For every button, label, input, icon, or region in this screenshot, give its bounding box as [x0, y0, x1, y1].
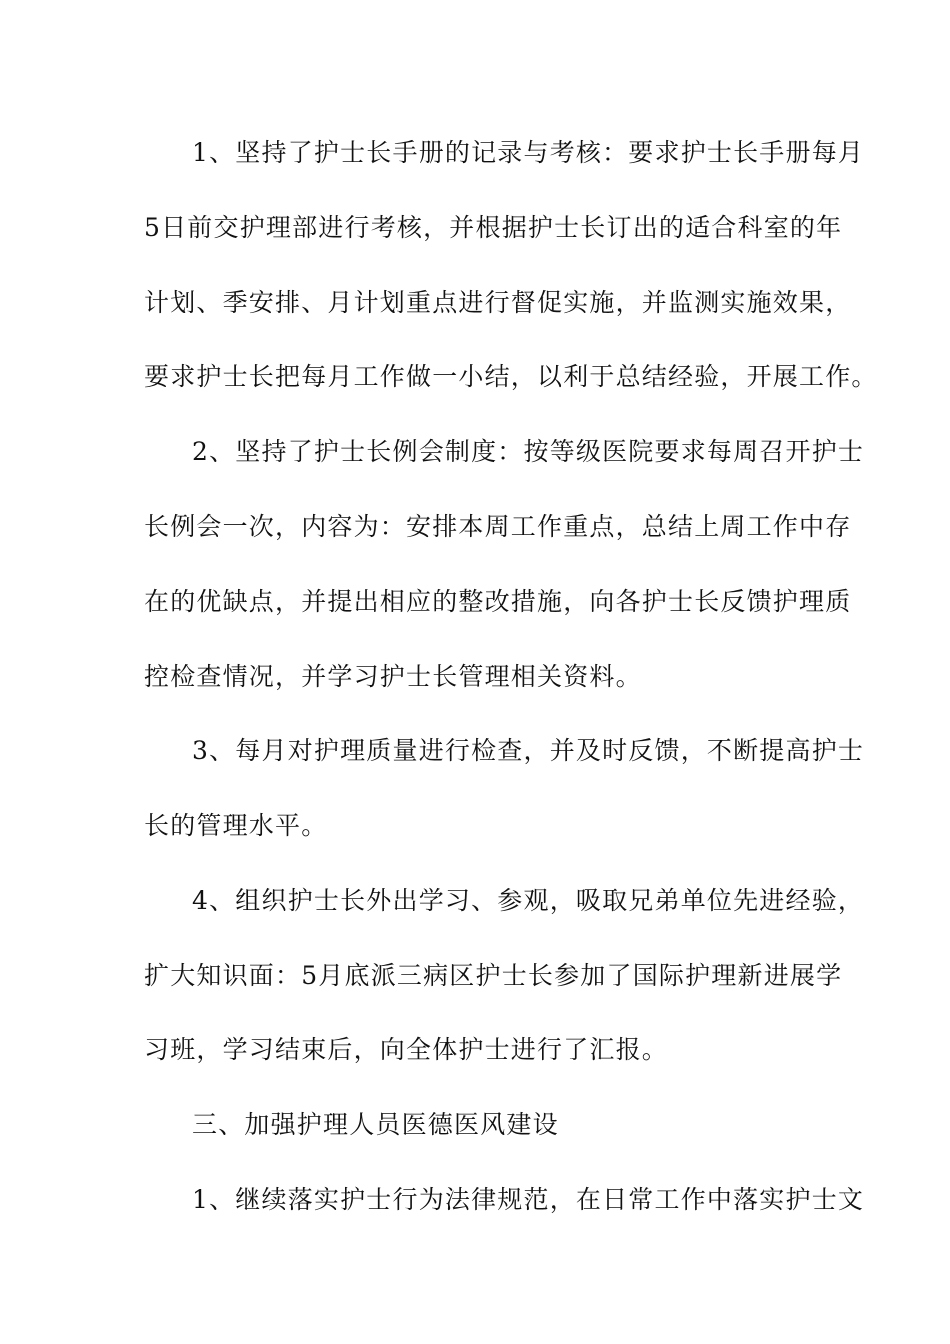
- paragraph-4-line-1: 4、组织护士长外出学习、参观，吸取兄弟单位先进经验，: [192, 886, 865, 915]
- paragraph-1-line-2: 5日前交护理部进行考核，并根据护士长订出的适合科室的年: [144, 213, 843, 242]
- paragraph-1-line-3: 计划、季安排、月计划重点进行督促实施，并监测实施效果，: [144, 288, 852, 317]
- paragraph-3-line-2: 长的管理水平。: [144, 811, 328, 840]
- paragraph-4-line-2: 扩大知识面：5月底派三病区护士长参加了国际护理新进展学: [144, 961, 843, 990]
- paragraph-5-line-1: 1、继续落实护士行为法律规范，在日常工作中落实护士文: [192, 1185, 865, 1214]
- paragraph-2-line-4: 控检查情况，并学习护士长管理相关资料。: [144, 662, 642, 691]
- paragraph-1-line-1: 1、坚持了护士长手册的记录与考核：要求护士长手册每月: [192, 138, 865, 167]
- paragraph-1-line-4: 要求护士长把每月工作做一小结，以利于总结经验，开展工作。: [144, 362, 878, 391]
- paragraph-2-line-1: 2、坚持了护士长例会制度：按等级医院要求每周召开护士: [192, 437, 865, 466]
- paragraph-4-line-3: 习班，学习结束后，向全体护士进行了汇报。: [144, 1035, 669, 1064]
- paragraph-2-line-3: 在的优缺点，并提出相应的整改措施，向各护士长反馈护理质: [144, 587, 852, 616]
- section-heading: 三、加强护理人员医德医风建设: [192, 1110, 559, 1139]
- paragraph-3-line-1: 3、每月对护理质量进行检查，并及时反馈，不断提高护士: [192, 736, 865, 765]
- paragraph-2-line-2: 长例会一次，内容为：安排本周工作重点，总结上周工作中存: [144, 512, 852, 541]
